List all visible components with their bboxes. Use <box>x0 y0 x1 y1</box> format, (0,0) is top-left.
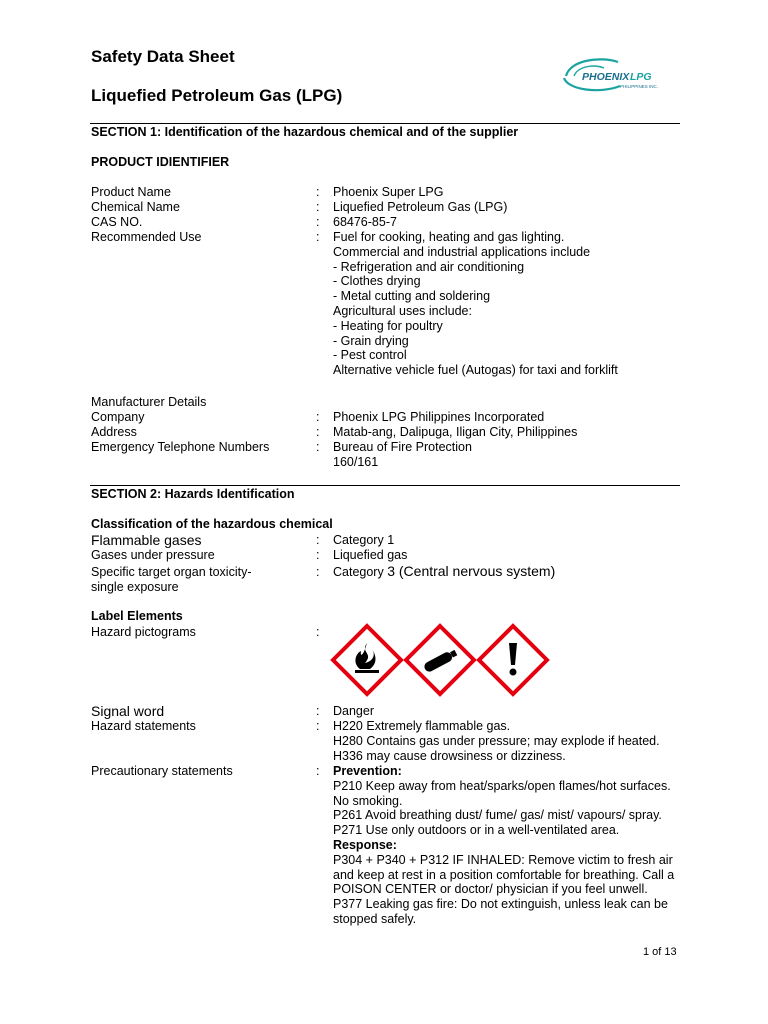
list-item: H220 Extremely flammable gas. <box>333 719 511 733</box>
list-item: P377 Leaking gas fire: Do not extinguish, unless leak can be <box>333 897 668 912</box>
list-item: P210 Keep away from heat/sparks/open flames/hot surfaces. <box>333 778 671 793</box>
logo-brand: PHOENIX <box>582 71 630 83</box>
list-item: - Heating for poultry <box>333 318 443 333</box>
hazard-statements-label: Hazard statements <box>91 719 196 733</box>
list-item: Commercial and industrial applications include <box>333 244 591 259</box>
section2-heading: SECTION 2: Hazards Identification <box>91 487 295 501</box>
precautionary-statements-label: Precautionary statements <box>91 764 233 778</box>
list-item: - Grain drying <box>333 333 409 348</box>
flame-icon <box>333 626 401 694</box>
row-label: CAS NO. <box>91 215 143 229</box>
precautionary-statements-list <box>333 764 674 927</box>
row-colon: : <box>316 565 320 579</box>
phoenix-lpg-logo <box>560 52 672 96</box>
row-label: Gases under pressure <box>91 548 215 562</box>
logo-suffix: LPG <box>630 71 652 83</box>
section2-top-rule <box>90 485 680 486</box>
list-item: - Refrigeration and air conditioning <box>333 259 525 274</box>
row-colon: : <box>316 410 320 424</box>
row-value: Phoenix LPG Philippines Incorporated <box>333 410 545 424</box>
row-colon: : <box>316 625 320 639</box>
list-item: stopped safely. <box>333 911 417 926</box>
list-item: P304 + P340 + P312 IF INHALED: Remove victim to fresh air <box>333 852 673 867</box>
hazard-pictograms <box>330 623 550 699</box>
response-heading: Response: <box>333 837 397 852</box>
row-value: Matab-ang, Dalipuga, Iligan City, Philippines <box>333 425 578 439</box>
list-item: - Pest control <box>333 348 407 363</box>
page-number: 1 of 13 <box>643 946 677 958</box>
logo-sub: PHILIPPINES INC. <box>620 84 659 89</box>
list-item: POISON CENTER or doctor/ physician if you feel unwell. <box>333 882 648 897</box>
row-colon: : <box>316 230 320 244</box>
list-item: - Metal cutting and soldering <box>333 289 491 304</box>
label-line: Specific target organ toxicity- <box>91 565 252 579</box>
pictograms-label: Hazard pictograms <box>91 625 196 639</box>
list-item: 160/161 <box>333 454 379 469</box>
document-title: Safety Data Sheet <box>91 47 235 66</box>
row-colon: : <box>316 200 320 214</box>
value-part: Category <box>333 565 388 579</box>
classification-heading: Classification of the hazardous chemical <box>91 517 333 531</box>
row-label: Company <box>91 410 145 424</box>
list-item: P271 Use only outdoors or in a well-ventilated area. <box>333 823 620 838</box>
product-title: Liquefied Petroleum Gas (LPG) <box>91 86 343 105</box>
row-value: Category 1 <box>333 533 395 547</box>
label-line: single exposure <box>91 579 179 594</box>
list-item: H280 Contains gas under pressure; may explode if heated. <box>333 733 660 748</box>
gas-cylinder-icon <box>406 626 474 694</box>
recommended-use-list <box>333 230 618 378</box>
row-colon: : <box>316 548 320 562</box>
signal-word-label: Signal word <box>91 703 165 719</box>
list-item: Agricultural uses include: <box>333 303 472 318</box>
row-value: Phoenix Super LPG <box>333 185 444 199</box>
row-label <box>91 565 252 595</box>
hazard-statements-list <box>333 719 660 763</box>
list-item: Fuel for cooking, heating and gas lighting. <box>333 230 565 244</box>
list-item: Alternative vehicle fuel (Autogas) for taxi and forklift <box>333 363 618 378</box>
row-colon: : <box>316 764 320 778</box>
exclamation-icon <box>479 626 547 694</box>
row-colon: : <box>316 704 320 718</box>
list-item: No smoking. <box>333 793 403 808</box>
row-label: Recommended Use <box>91 230 202 244</box>
row-value <box>333 563 555 581</box>
row-value: Liquefied Petroleum Gas (LPG) <box>333 200 508 214</box>
emergency-numbers <box>333 440 472 470</box>
prevention-heading: Prevention: <box>333 764 402 778</box>
row-colon: : <box>316 533 320 547</box>
value-part: 3 (Central nervous system) <box>387 563 556 579</box>
list-item: Bureau of Fire Protection <box>333 440 472 454</box>
section1-heading: SECTION 1: Identification of the hazardous chemical and of the supplier <box>91 125 519 139</box>
list-item: P261 Avoid breathing dust/ fume/ gas/ mist/ vapours/ spray. <box>333 808 662 823</box>
list-item: - Clothes drying <box>333 274 421 289</box>
row-colon: : <box>316 185 320 199</box>
row-label: Flammable gases <box>91 532 202 548</box>
label-elements-heading: Label Elements <box>91 609 183 623</box>
row-colon: : <box>316 719 320 733</box>
row-label: Product Name <box>91 185 171 199</box>
row-label: Chemical Name <box>91 200 180 214</box>
row-value: 68476-85-7 <box>333 215 397 229</box>
row-label: Address <box>91 425 137 439</box>
list-item: and keep at rest in a position comfortable for breathing. Call a <box>333 867 675 882</box>
row-colon: : <box>316 440 320 454</box>
manufacturer-heading: Manufacturer Details <box>91 395 207 409</box>
product-identifier-heading: PRODUCT IDIENTIFIER <box>91 155 230 169</box>
row-colon: : <box>316 425 320 439</box>
row-value: Liquefied gas <box>333 548 408 562</box>
signal-word: Danger <box>333 704 374 718</box>
row-label: Emergency Telephone Numbers <box>91 440 270 454</box>
row-colon: : <box>316 215 320 229</box>
section1-top-rule <box>90 123 680 124</box>
list-item: H336 may cause drowsiness or dizziness. <box>333 748 566 763</box>
